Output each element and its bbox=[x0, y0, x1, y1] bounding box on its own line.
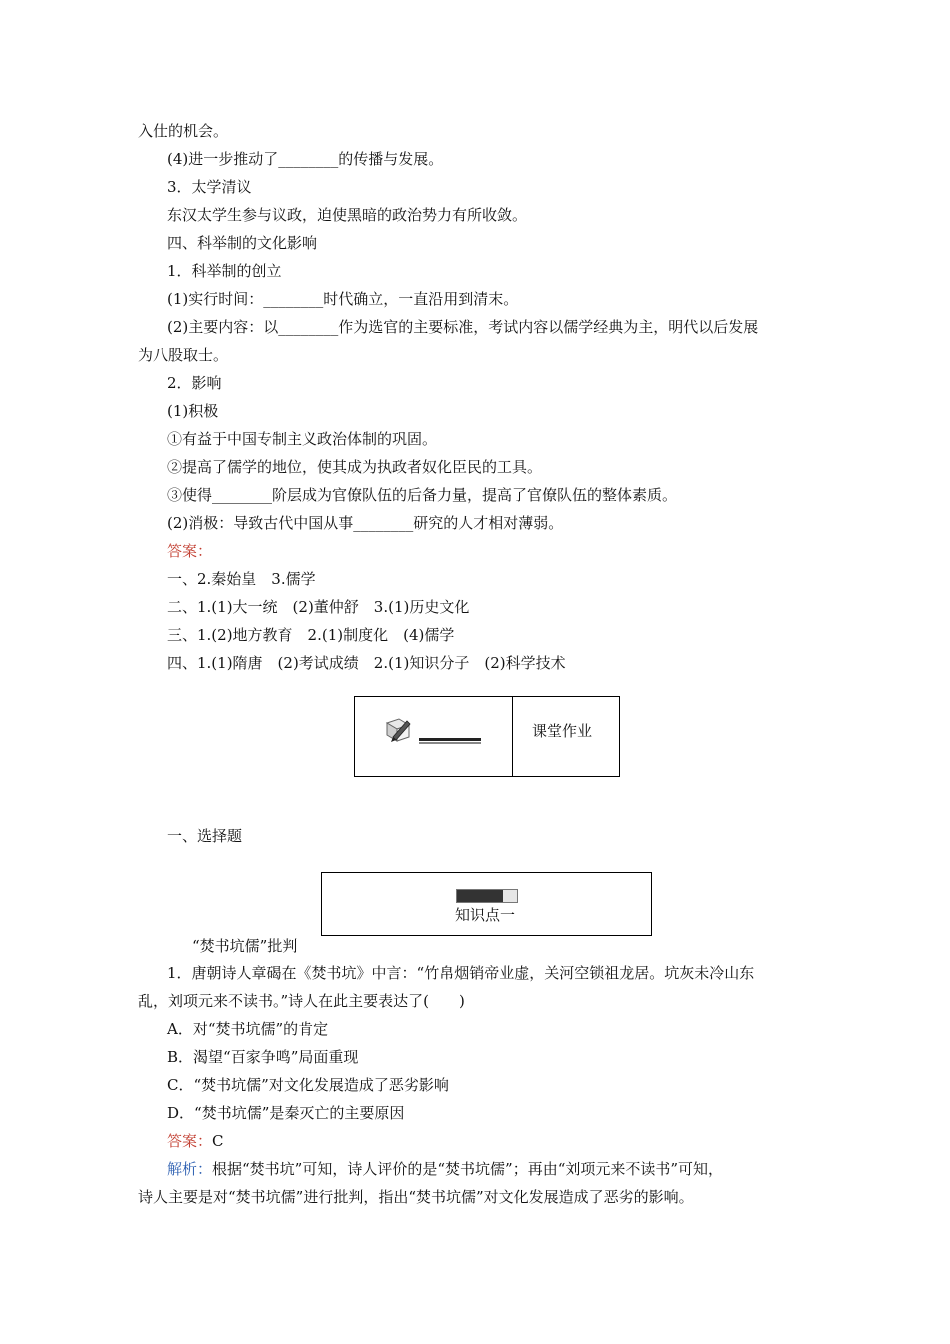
option-d: D．“焚书坑儒”是秦灭亡的主要原因 bbox=[167, 1104, 405, 1122]
knowledge-point-box bbox=[321, 872, 652, 936]
underline-bar-shadow bbox=[419, 742, 481, 744]
homework-label: 课堂作业 bbox=[532, 722, 593, 740]
text-line: 1．科举制的创立 bbox=[167, 262, 282, 280]
text-line: ③使得________阶层成为官僚队伍的后备力量，提高了官僚队伍的整体素质。 bbox=[167, 486, 678, 504]
text-line: 3．太学清议 bbox=[167, 178, 252, 196]
text-line: (1)实行时间：________时代确立，一直沿用到清末。 bbox=[167, 290, 519, 308]
answer-line: 三、1.(2)地方教育 2.(1)制度化 (4)儒学 bbox=[167, 626, 455, 644]
underline-bar bbox=[419, 738, 481, 741]
answer-line: 一、2.秦始皇 3.儒学 bbox=[167, 570, 316, 588]
box-divider bbox=[512, 697, 513, 776]
knowledge-bar bbox=[456, 889, 518, 903]
analysis-text: 根据“焚书坑”可知，诗人评价的是“焚书坑儒”；再由“刘项元来不读书”可知， bbox=[212, 1160, 724, 1178]
text-line: (2)主要内容：以________作为选官的主要标准，考试内容以儒学经典为主，明代以后发展 bbox=[167, 318, 759, 336]
analysis-line bbox=[167, 1159, 723, 1179]
text-line: ①有益于中国专制主义政治体制的巩固。 bbox=[167, 430, 438, 448]
question-answer bbox=[167, 1131, 224, 1151]
section-heading: 四、科举制的文化影响 bbox=[167, 234, 318, 252]
answer-value: C bbox=[212, 1132, 224, 1150]
text-line: 为八股取士。 bbox=[138, 346, 229, 364]
section-title: 一、选择题 bbox=[167, 827, 243, 845]
question-stem: 1．唐朝诗人章碣在《焚书坑》中言：“竹帛烟销帝业虚，关河空锁祖龙居。坑灰未冷山东 bbox=[167, 964, 755, 982]
question-stem: 乱，刘项元来不读书。”诗人在此主要表达了( ) bbox=[138, 992, 465, 1010]
answer-line: 四、1.(1)隋唐 (2)考试成绩 2.(1)知识分子 (2)科学技术 bbox=[167, 654, 566, 672]
option-b: B．渴望“百家争鸣”局面重现 bbox=[167, 1048, 359, 1066]
answer-line: 二、1.(1)大一统 (2)董仲舒 3.(1)历史文化 bbox=[167, 598, 470, 616]
text-line: (4)进一步推动了________的传播与发展。 bbox=[167, 150, 444, 168]
text-line: ②提高了儒学的地位，使其成为执政者奴化臣民的工具。 bbox=[167, 458, 543, 476]
text-line: (1)积极 bbox=[167, 402, 219, 420]
knowledge-bar-fill bbox=[457, 890, 503, 902]
analysis-label: 解析： bbox=[167, 1160, 213, 1178]
option-a: A．对“焚书坑儒”的肯定 bbox=[167, 1020, 329, 1038]
text-line: (2)消极：导致古代中国从事________研究的人才相对薄弱。 bbox=[167, 514, 564, 532]
topic-title: “焚书坑儒”批判 bbox=[192, 937, 298, 955]
analysis-line: 诗人主要是对“焚书坑儒”进行批判，指出“焚书坑儒”对文化发展造成了恶劣的影响。 bbox=[138, 1188, 694, 1206]
text-line: 入仕的机会。 bbox=[138, 122, 229, 140]
homework-box bbox=[354, 696, 620, 777]
pen-writing-icon bbox=[383, 715, 413, 745]
text-line: 东汉太学生参与议政，迫使黑暗的政治势力有所收敛。 bbox=[167, 206, 528, 224]
answer-label: 答案： bbox=[167, 542, 213, 560]
text-line: 2．影响 bbox=[167, 374, 222, 392]
answer-label: 答案： bbox=[167, 1132, 213, 1150]
option-c: C．“焚书坑儒”对文化发展造成了恶劣影响 bbox=[167, 1076, 449, 1094]
knowledge-label: 知识点一 bbox=[455, 906, 516, 924]
